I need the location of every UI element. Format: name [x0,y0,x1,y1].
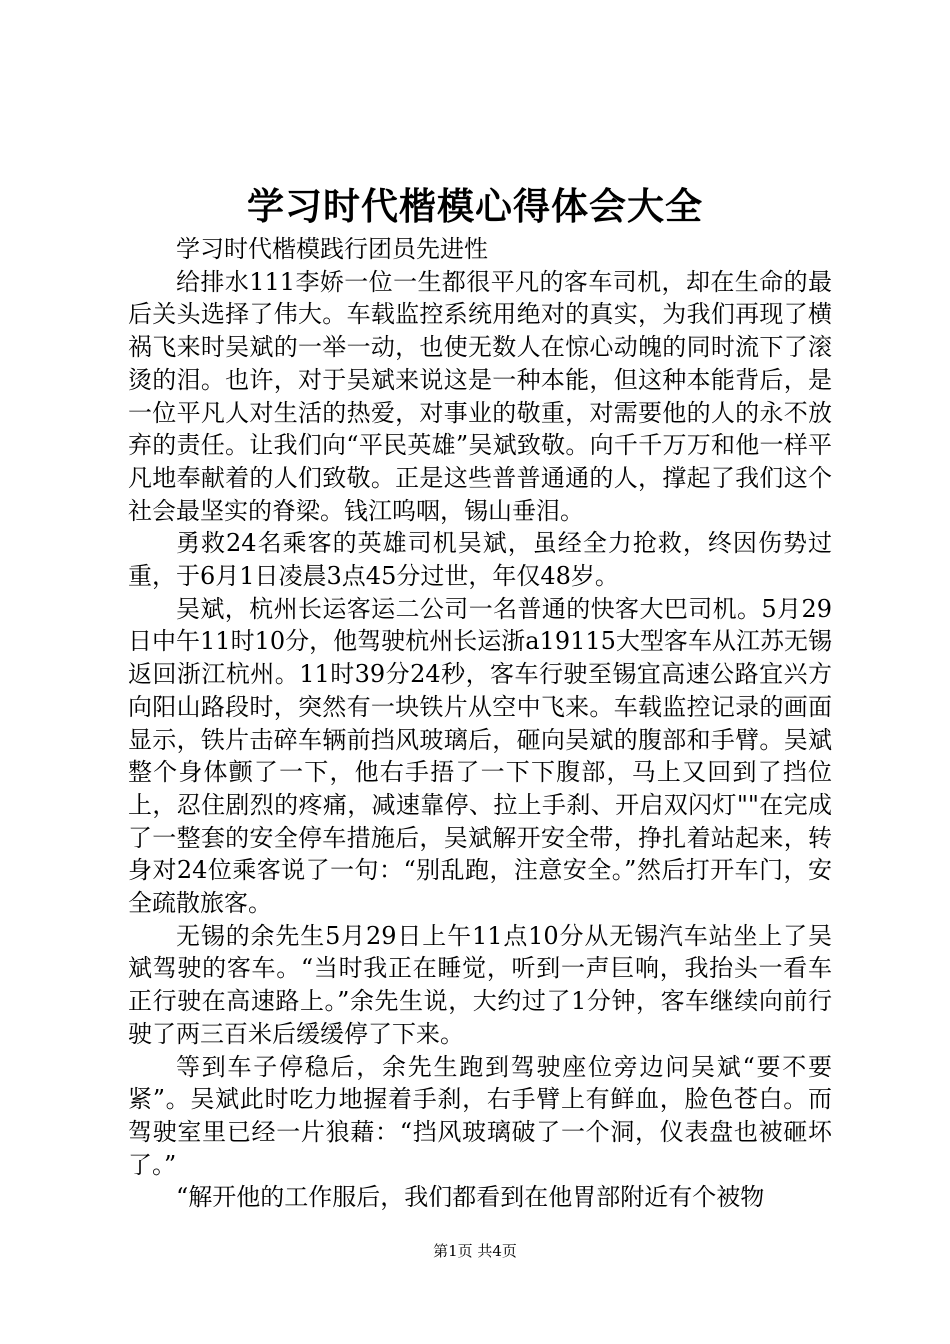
paragraph: 无锡的余先生5月29日上午11点10分从无锡汽车站坐上了吴斌驾驶的客车。“当时我正在睡觉，听到一声巨响，我抬头一看车正行驶在高速路上。”余先生说，大约过了1分钟，客车继续向前行驶了两三百米后缓缓停了下来。 [128,921,832,1048]
document-title: 学习时代楷模心得体会大全 [247,184,703,228]
page-footer: 第1页 共4页 [433,1242,517,1260]
document-body [128,233,832,1214]
paragraph: 给排水111李娇一位一生都很平凡的客车司机，却在生命的最后关头选择了伟大。车载监控系统用绝对的真实，为我们再现了横祸飞来时吴斌的一举一动，也使无数人在惊心动魄的同时流下了滚烫的泪。也许，对于吴斌来说这是一种本能，但这种本能背后，是一位平凡人对生活的热爱，对事业的敬重，对需要他的人的永不放弃的责任。让我们向“平民英雄”吴斌致敬。向千千万万和他一样平凡地奉献着的人们致敬。正是这些普普通通的人，撑起了我们这个社会最坚实的脊梁。钱江呜咽，锡山垂泪。 [128,267,832,525]
document-subtitle: 学习时代楷模践行团员先进性 [176,235,488,263]
paragraph: 等到车子停稳后，余先生跑到驾驶座位旁边问吴斌“要不要紧”。吴斌此时吃力地握着手刹，右手臂上有鲜血，脸色苍白。而驾驶室里已经一片狼藉：“挡风玻璃破了一个洞，仪表盘也被砸坏了。” [128,1052,832,1179]
paragraph: 勇救24名乘客的英雄司机吴斌，虽经全力抢救，终因伤势过重，于6月1日凌晨3点45分过世，年仅48岁。 [128,529,832,591]
paragraph: “解开他的工作服后，我们都看到在他胃部附近有个被物 [176,1183,765,1212]
paragraph: 吴斌，杭州长运客运二公司一名普通的快客大巴司机。5月29日中午11时10分，他驾驶杭州长运浙a19115大型客车从江苏无锡返回浙江杭州。11时39分24秒，客车行驶至锡宜高速公路宜兴方向阳山路段时，突然有一块铁片从空中飞来。车载监控记录的画面显示，铁片击碎车辆前挡风玻璃后，砸向吴斌的腹部和手臂。吴斌整个身体颤了一下，他右手捂了一下下腹部，马上又回到了挡位上，忍住剧烈的疼痛，减速靠停、拉上手刹、开启双闪灯""在完成了一整套的安全停车措施后，吴斌解开安全带，挣扎着站起来，转身对24位乘客说了一句：“别乱跑，注意安全。”然后打开车门，安全疏散旅客。 [128,594,832,918]
